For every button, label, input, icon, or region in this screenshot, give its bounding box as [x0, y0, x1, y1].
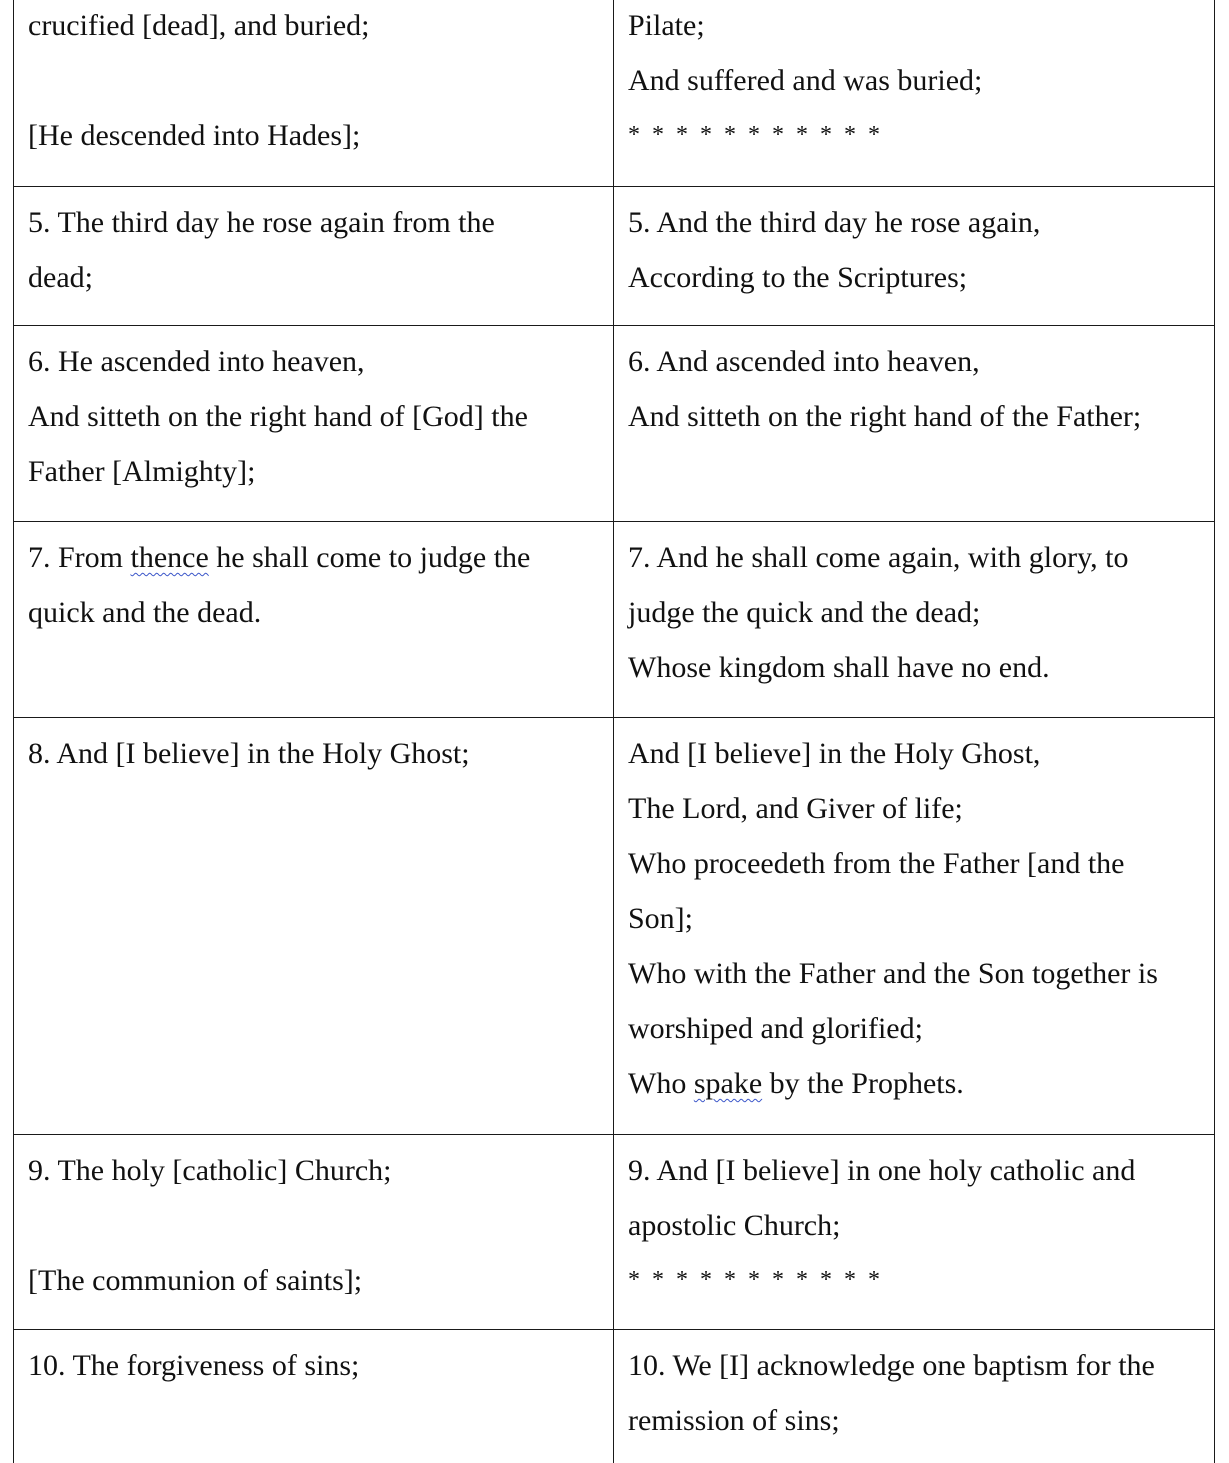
text-line: quick and the dead. [28, 596, 262, 629]
apostles-creed-cell [14, 1330, 614, 1463]
nicene-creed-cell [614, 1135, 1215, 1330]
text-line: 10. We [I] acknowledge one baptism for the [628, 1349, 1155, 1382]
text-line: dead; [28, 261, 93, 294]
text-line: And suffered and was buried; [628, 64, 983, 97]
table-row [14, 0, 1215, 187]
text-line: Son]; [628, 902, 694, 935]
text-segment: 7. From [28, 541, 131, 574]
text-line: judge the quick and the dead; [628, 596, 981, 629]
table-row [14, 718, 1215, 1135]
table-row [14, 187, 1215, 326]
text-line: apostolic Church; [628, 1209, 841, 1242]
table-row [14, 326, 1215, 522]
text-line [28, 530, 599, 585]
nicene-creed-cell [614, 1330, 1215, 1463]
text-line: worshiped and glorified; [628, 1012, 923, 1045]
spellcheck-flagged-word: spake [693, 1067, 763, 1100]
nicene-creed-cell [614, 718, 1215, 1135]
text-line: Pilate; [628, 9, 705, 42]
text-line: 9. And [I believe] in one holy catholic and [628, 1154, 1136, 1187]
text-line: According to the Scriptures; [628, 261, 968, 294]
text-line: 6. And ascended into heaven, [628, 345, 980, 378]
blank-line [28, 1198, 599, 1253]
text-line: [The communion of saints]; [28, 1264, 363, 1297]
text-segment: he shall come to judge the [208, 541, 531, 574]
spellcheck-flagged-word: thence [130, 541, 209, 574]
text-line: 6. He ascended into heaven, [28, 345, 365, 378]
table-row [14, 1330, 1215, 1463]
apostles-creed-cell [14, 187, 614, 326]
nicene-creed-cell [614, 187, 1215, 326]
text-line: remission of sins; [628, 1404, 840, 1437]
text-line [628, 1056, 1200, 1111]
creed-comparison-table [13, 0, 1215, 1463]
text-line: And sitteth on the right hand of the Father; [628, 400, 1142, 433]
text-segment: by the Prophets. [762, 1067, 964, 1100]
omission-marker: * * * * * * * * * * * [628, 122, 883, 148]
text-line: 5. The third day he rose again from the [28, 206, 495, 239]
apostles-creed-cell [14, 1135, 614, 1330]
text-line: The Lord, and Giver of life; [628, 792, 963, 825]
apostles-creed-cell [14, 326, 614, 522]
text-line: Who with the Father and the Son together is [628, 957, 1158, 990]
text-line: [He descended into Hades]; [28, 119, 361, 152]
blank-line [28, 53, 599, 108]
omission-marker: * * * * * * * * * * * [628, 1267, 883, 1293]
table-row [14, 522, 1215, 718]
text-line: Who proceedeth from the Father [and the [628, 847, 1125, 880]
text-line: Whose kingdom shall have no end. [628, 651, 1050, 684]
apostles-creed-cell [14, 522, 614, 718]
text-line: 8. And [I believe] in the Holy Ghost; [28, 737, 470, 770]
apostles-creed-cell [14, 718, 614, 1135]
nicene-creed-cell [614, 522, 1215, 718]
text-line: And sitteth on the right hand of [God] the [28, 400, 528, 433]
nicene-creed-cell [614, 326, 1215, 522]
apostles-creed-cell [14, 0, 614, 187]
text-line: 7. And he shall come again, with glory, to [628, 541, 1129, 574]
text-line: And [I believe] in the Holy Ghost, [628, 737, 1041, 770]
text-segment: Who [628, 1067, 694, 1100]
text-line: Father [Almighty]; [28, 455, 256, 488]
table-row [14, 1135, 1215, 1330]
text-line: crucified [dead], and buried; [28, 9, 370, 42]
nicene-creed-cell [614, 0, 1215, 187]
text-line: 9. The holy [catholic] Church; [28, 1154, 392, 1187]
text-line: 5. And the third day he rose again, [628, 206, 1041, 239]
text-line: 10. The forgiveness of sins; [28, 1349, 360, 1382]
